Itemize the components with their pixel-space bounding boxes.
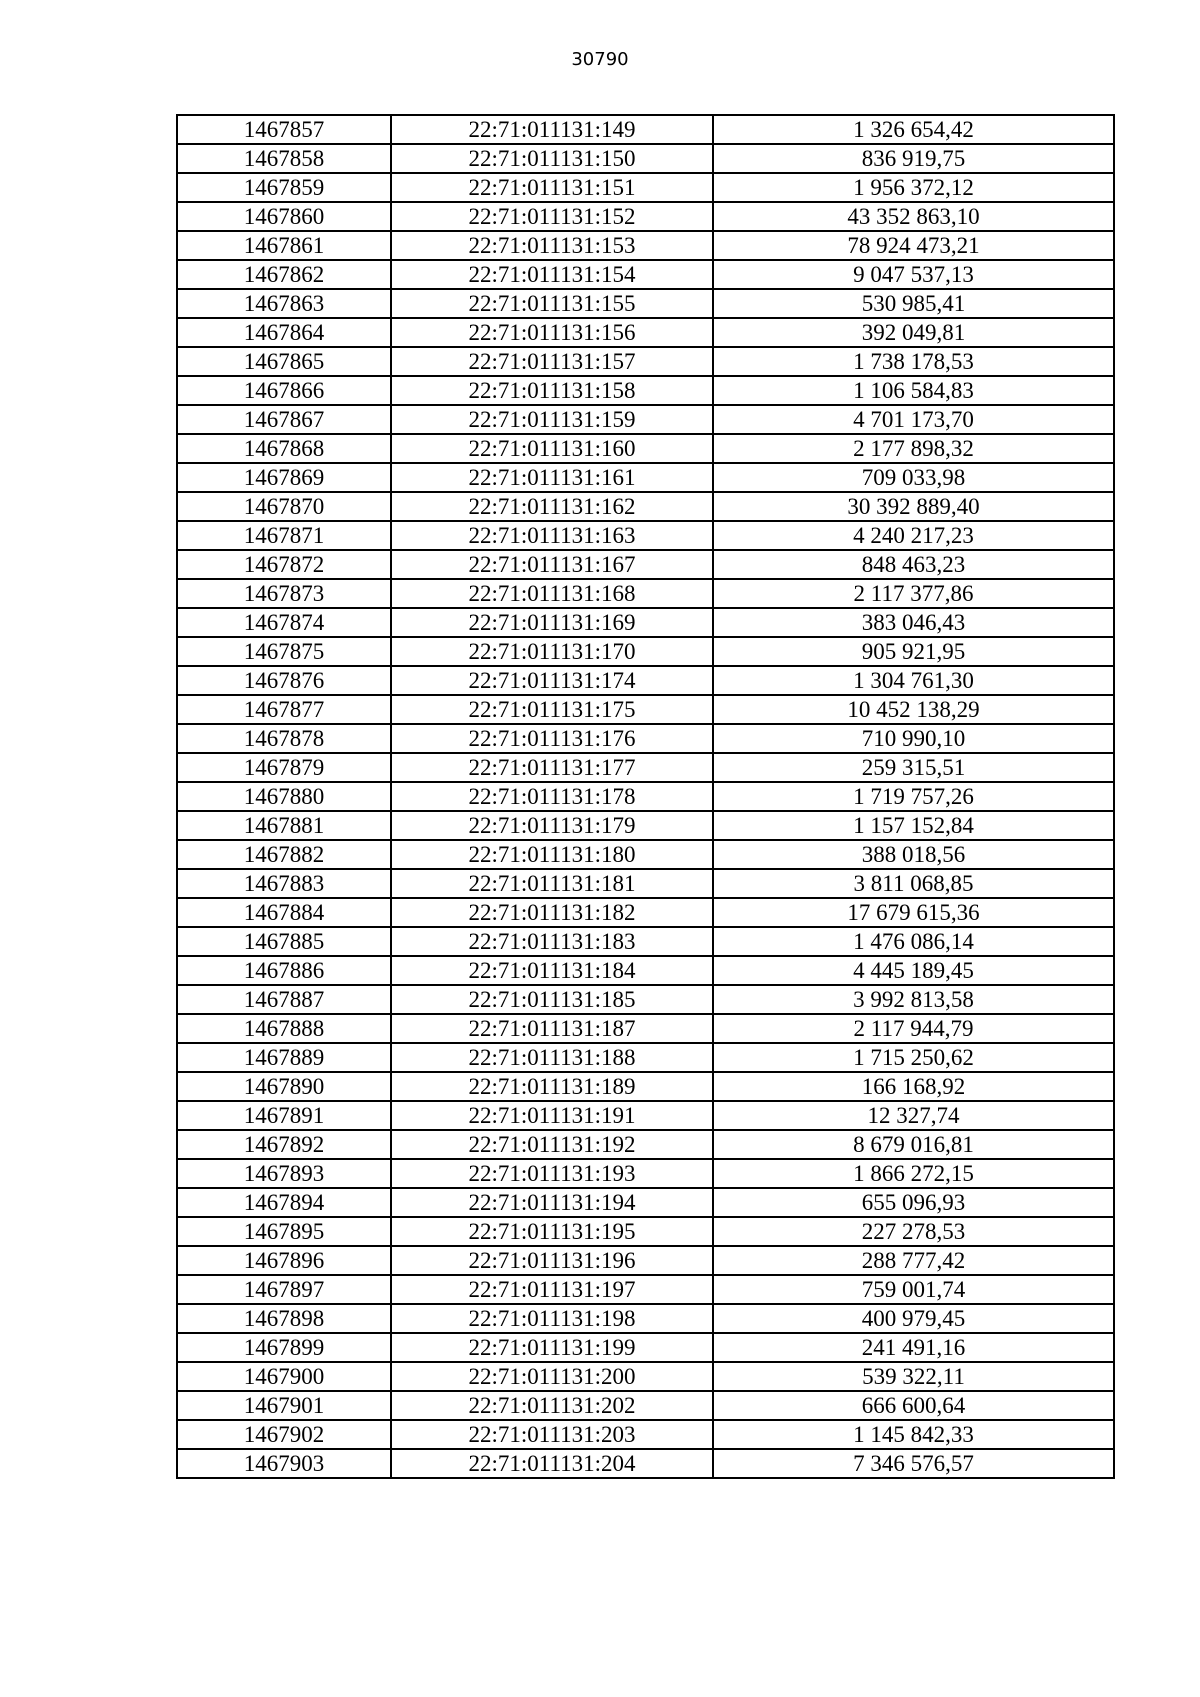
table-row — [177, 202, 1114, 231]
table-row — [177, 608, 1114, 637]
cadastral-number-cell: 22:71:011131:196 — [391, 1246, 713, 1275]
cadastral-value-cell: 388 018,56 — [713, 840, 1114, 869]
row-number-cell: 1467893 — [177, 1159, 391, 1188]
cadastral-number-cell: 22:71:011131:152 — [391, 202, 713, 231]
cadastral-value-cell: 10 452 138,29 — [713, 695, 1114, 724]
cadastral-number-cell: 22:71:011131:162 — [391, 492, 713, 521]
table-row — [177, 1362, 1114, 1391]
cadastral-value-cell: 3 992 813,58 — [713, 985, 1114, 1014]
cadastral-value-cell: 1 956 372,12 — [713, 173, 1114, 202]
table-row — [177, 1333, 1114, 1362]
cadastral-number-cell: 22:71:011131:154 — [391, 260, 713, 289]
cadastral-number-cell: 22:71:011131:176 — [391, 724, 713, 753]
cadastral-value-cell: 710 990,10 — [713, 724, 1114, 753]
cadastral-number-cell: 22:71:011131:195 — [391, 1217, 713, 1246]
row-number-cell: 1467867 — [177, 405, 391, 434]
row-number-cell: 1467864 — [177, 318, 391, 347]
row-number-cell: 1467888 — [177, 1014, 391, 1043]
cadastral-number-cell: 22:71:011131:184 — [391, 956, 713, 985]
cadastral-number-cell: 22:71:011131:188 — [391, 1043, 713, 1072]
row-number-cell: 1467881 — [177, 811, 391, 840]
cadastral-number-cell: 22:71:011131:177 — [391, 753, 713, 782]
cadastral-value-cell: 1 866 272,15 — [713, 1159, 1114, 1188]
cadastral-value-cell: 709 033,98 — [713, 463, 1114, 492]
cadastral-value-cell: 905 921,95 — [713, 637, 1114, 666]
cadastral-value-cell: 392 049,81 — [713, 318, 1114, 347]
row-number-cell: 1467901 — [177, 1391, 391, 1420]
cadastral-number-cell: 22:71:011131:175 — [391, 695, 713, 724]
table-row — [177, 173, 1114, 202]
table-row — [177, 840, 1114, 869]
row-number-cell: 1467873 — [177, 579, 391, 608]
cadastral-number-cell: 22:71:011131:178 — [391, 782, 713, 811]
row-number-cell: 1467862 — [177, 260, 391, 289]
cadastral-number-cell: 22:71:011131:158 — [391, 376, 713, 405]
cadastral-number-cell: 22:71:011131:204 — [391, 1449, 713, 1478]
row-number-cell: 1467882 — [177, 840, 391, 869]
cadastral-number-cell: 22:71:011131:193 — [391, 1159, 713, 1188]
row-number-cell: 1467879 — [177, 753, 391, 782]
table-row — [177, 637, 1114, 666]
row-number-cell: 1467866 — [177, 376, 391, 405]
cadastral-value-cell: 12 327,74 — [713, 1101, 1114, 1130]
cadastral-number-cell: 22:71:011131:150 — [391, 144, 713, 173]
cadastral-value-cell: 1 106 584,83 — [713, 376, 1114, 405]
cadastral-value-cell: 2 177 898,32 — [713, 434, 1114, 463]
row-number-cell: 1467884 — [177, 898, 391, 927]
row-number-cell: 1467880 — [177, 782, 391, 811]
table-row — [177, 318, 1114, 347]
cadastral-number-cell: 22:71:011131:174 — [391, 666, 713, 695]
cadastral-number-cell: 22:71:011131:160 — [391, 434, 713, 463]
cadastral-value-cell: 1 157 152,84 — [713, 811, 1114, 840]
cadastral-number-cell: 22:71:011131:169 — [391, 608, 713, 637]
table-row — [177, 231, 1114, 260]
table-row — [177, 347, 1114, 376]
row-number-cell: 1467861 — [177, 231, 391, 260]
cadastral-number-cell: 22:71:011131:163 — [391, 521, 713, 550]
cadastral-number-cell: 22:71:011131:153 — [391, 231, 713, 260]
cadastral-value-table — [176, 114, 1115, 1479]
row-number-cell: 1467877 — [177, 695, 391, 724]
cadastral-number-cell: 22:71:011131:187 — [391, 1014, 713, 1043]
row-number-cell: 1467886 — [177, 956, 391, 985]
cadastral-value-cell: 759 001,74 — [713, 1275, 1114, 1304]
table-row — [177, 1043, 1114, 1072]
table-row — [177, 1130, 1114, 1159]
row-number-cell: 1467896 — [177, 1246, 391, 1275]
table-row — [177, 1014, 1114, 1043]
table-row — [177, 811, 1114, 840]
row-number-cell: 1467895 — [177, 1217, 391, 1246]
row-number-cell: 1467890 — [177, 1072, 391, 1101]
table-row — [177, 666, 1114, 695]
cadastral-value-cell: 4 701 173,70 — [713, 405, 1114, 434]
table-row — [177, 144, 1114, 173]
cadastral-number-cell: 22:71:011131:159 — [391, 405, 713, 434]
table-row — [177, 898, 1114, 927]
cadastral-number-cell: 22:71:011131:151 — [391, 173, 713, 202]
table-row — [177, 1188, 1114, 1217]
table-row — [177, 550, 1114, 579]
cadastral-value-cell: 17 679 615,36 — [713, 898, 1114, 927]
cadastral-value-cell: 9 047 537,13 — [713, 260, 1114, 289]
table-row — [177, 695, 1114, 724]
table-row — [177, 1101, 1114, 1130]
row-number-cell: 1467858 — [177, 144, 391, 173]
table-row — [177, 753, 1114, 782]
table-row — [177, 492, 1114, 521]
table-row — [177, 115, 1114, 144]
cadastral-value-cell: 2 117 944,79 — [713, 1014, 1114, 1043]
table-row — [177, 927, 1114, 956]
table-row — [177, 985, 1114, 1014]
table-body — [177, 115, 1114, 1478]
cadastral-number-cell: 22:71:011131:149 — [391, 115, 713, 144]
cadastral-value-cell: 43 352 863,10 — [713, 202, 1114, 231]
row-number-cell: 1467897 — [177, 1275, 391, 1304]
table-row — [177, 1304, 1114, 1333]
cadastral-value-cell: 78 924 473,21 — [713, 231, 1114, 260]
row-number-cell: 1467885 — [177, 927, 391, 956]
table-row — [177, 782, 1114, 811]
cadastral-value-cell: 3 811 068,85 — [713, 869, 1114, 898]
row-number-cell: 1467898 — [177, 1304, 391, 1333]
row-number-cell: 1467883 — [177, 869, 391, 898]
row-number-cell: 1467876 — [177, 666, 391, 695]
cadastral-number-cell: 22:71:011131:189 — [391, 1072, 713, 1101]
row-number-cell: 1467894 — [177, 1188, 391, 1217]
cadastral-number-cell: 22:71:011131:197 — [391, 1275, 713, 1304]
cadastral-number-cell: 22:71:011131:202 — [391, 1391, 713, 1420]
row-number-cell: 1467870 — [177, 492, 391, 521]
row-number-cell: 1467902 — [177, 1420, 391, 1449]
table-row — [177, 1391, 1114, 1420]
cadastral-number-cell: 22:71:011131:170 — [391, 637, 713, 666]
cadastral-value-cell: 30 392 889,40 — [713, 492, 1114, 521]
table-row — [177, 1420, 1114, 1449]
page-number: 30790 — [571, 49, 629, 70]
cadastral-value-cell: 1 145 842,33 — [713, 1420, 1114, 1449]
cadastral-value-cell: 1 476 086,14 — [713, 927, 1114, 956]
cadastral-value-cell: 1 738 178,53 — [713, 347, 1114, 376]
row-number-cell: 1467868 — [177, 434, 391, 463]
table-row — [177, 1246, 1114, 1275]
table-row — [177, 1072, 1114, 1101]
table-row — [177, 289, 1114, 318]
row-number-cell: 1467903 — [177, 1449, 391, 1478]
cadastral-value-cell: 166 168,92 — [713, 1072, 1114, 1101]
cadastral-number-cell: 22:71:011131:198 — [391, 1304, 713, 1333]
row-number-cell: 1467892 — [177, 1130, 391, 1159]
cadastral-value-cell: 1 326 654,42 — [713, 115, 1114, 144]
cadastral-number-cell: 22:71:011131:161 — [391, 463, 713, 492]
cadastral-number-cell: 22:71:011131:199 — [391, 1333, 713, 1362]
cadastral-value-cell: 1 715 250,62 — [713, 1043, 1114, 1072]
table-row — [177, 869, 1114, 898]
cadastral-value-cell: 259 315,51 — [713, 753, 1114, 782]
row-number-cell: 1467865 — [177, 347, 391, 376]
cadastral-value-cell: 383 046,43 — [713, 608, 1114, 637]
row-number-cell: 1467871 — [177, 521, 391, 550]
cadastral-number-cell: 22:71:011131:155 — [391, 289, 713, 318]
table-row — [177, 260, 1114, 289]
table-row — [177, 724, 1114, 753]
cadastral-value-cell: 1 719 757,26 — [713, 782, 1114, 811]
cadastral-number-cell: 22:71:011131:180 — [391, 840, 713, 869]
cadastral-value-cell: 227 278,53 — [713, 1217, 1114, 1246]
cadastral-number-cell: 22:71:011131:179 — [391, 811, 713, 840]
row-number-cell: 1467891 — [177, 1101, 391, 1130]
row-number-cell: 1467869 — [177, 463, 391, 492]
cadastral-number-cell: 22:71:011131:200 — [391, 1362, 713, 1391]
row-number-cell: 1467889 — [177, 1043, 391, 1072]
cadastral-number-cell: 22:71:011131:191 — [391, 1101, 713, 1130]
row-number-cell: 1467899 — [177, 1333, 391, 1362]
cadastral-value-cell: 4 445 189,45 — [713, 956, 1114, 985]
cadastral-number-cell: 22:71:011131:182 — [391, 898, 713, 927]
table-row — [177, 579, 1114, 608]
cadastral-value-cell: 836 919,75 — [713, 144, 1114, 173]
row-number-cell: 1467859 — [177, 173, 391, 202]
cadastral-number-cell: 22:71:011131:168 — [391, 579, 713, 608]
row-number-cell: 1467872 — [177, 550, 391, 579]
cadastral-value-cell: 241 491,16 — [713, 1333, 1114, 1362]
cadastral-value-cell: 530 985,41 — [713, 289, 1114, 318]
cadastral-number-cell: 22:71:011131:194 — [391, 1188, 713, 1217]
cadastral-value-cell: 8 679 016,81 — [713, 1130, 1114, 1159]
cadastral-value-cell: 848 463,23 — [713, 550, 1114, 579]
cadastral-number-cell: 22:71:011131:157 — [391, 347, 713, 376]
cadastral-number-cell: 22:71:011131:192 — [391, 1130, 713, 1159]
cadastral-number-cell: 22:71:011131:183 — [391, 927, 713, 956]
table-row — [177, 376, 1114, 405]
row-number-cell: 1467887 — [177, 985, 391, 1014]
cadastral-value-cell: 7 346 576,57 — [713, 1449, 1114, 1478]
cadastral-value-cell: 1 304 761,30 — [713, 666, 1114, 695]
table-row — [177, 956, 1114, 985]
cadastral-number-cell: 22:71:011131:203 — [391, 1420, 713, 1449]
cadastral-value-cell: 4 240 217,23 — [713, 521, 1114, 550]
table-row — [177, 1217, 1114, 1246]
table-row — [177, 434, 1114, 463]
row-number-cell: 1467875 — [177, 637, 391, 666]
table-row — [177, 1159, 1114, 1188]
cadastral-value-cell: 655 096,93 — [713, 1188, 1114, 1217]
row-number-cell: 1467878 — [177, 724, 391, 753]
row-number-cell: 1467900 — [177, 1362, 391, 1391]
cadastral-value-cell: 288 777,42 — [713, 1246, 1114, 1275]
cadastral-value-cell: 400 979,45 — [713, 1304, 1114, 1333]
cadastral-number-cell: 22:71:011131:167 — [391, 550, 713, 579]
cadastral-number-cell: 22:71:011131:185 — [391, 985, 713, 1014]
cadastral-value-cell: 539 322,11 — [713, 1362, 1114, 1391]
cadastral-value-cell: 666 600,64 — [713, 1391, 1114, 1420]
row-number-cell: 1467874 — [177, 608, 391, 637]
row-number-cell: 1467857 — [177, 115, 391, 144]
cadastral-number-cell: 22:71:011131:156 — [391, 318, 713, 347]
table-row — [177, 463, 1114, 492]
table-row — [177, 1449, 1114, 1478]
table-row — [177, 521, 1114, 550]
row-number-cell: 1467863 — [177, 289, 391, 318]
cadastral-number-cell: 22:71:011131:181 — [391, 869, 713, 898]
cadastral-value-cell: 2 117 377,86 — [713, 579, 1114, 608]
table-row — [177, 1275, 1114, 1304]
row-number-cell: 1467860 — [177, 202, 391, 231]
table-row — [177, 405, 1114, 434]
